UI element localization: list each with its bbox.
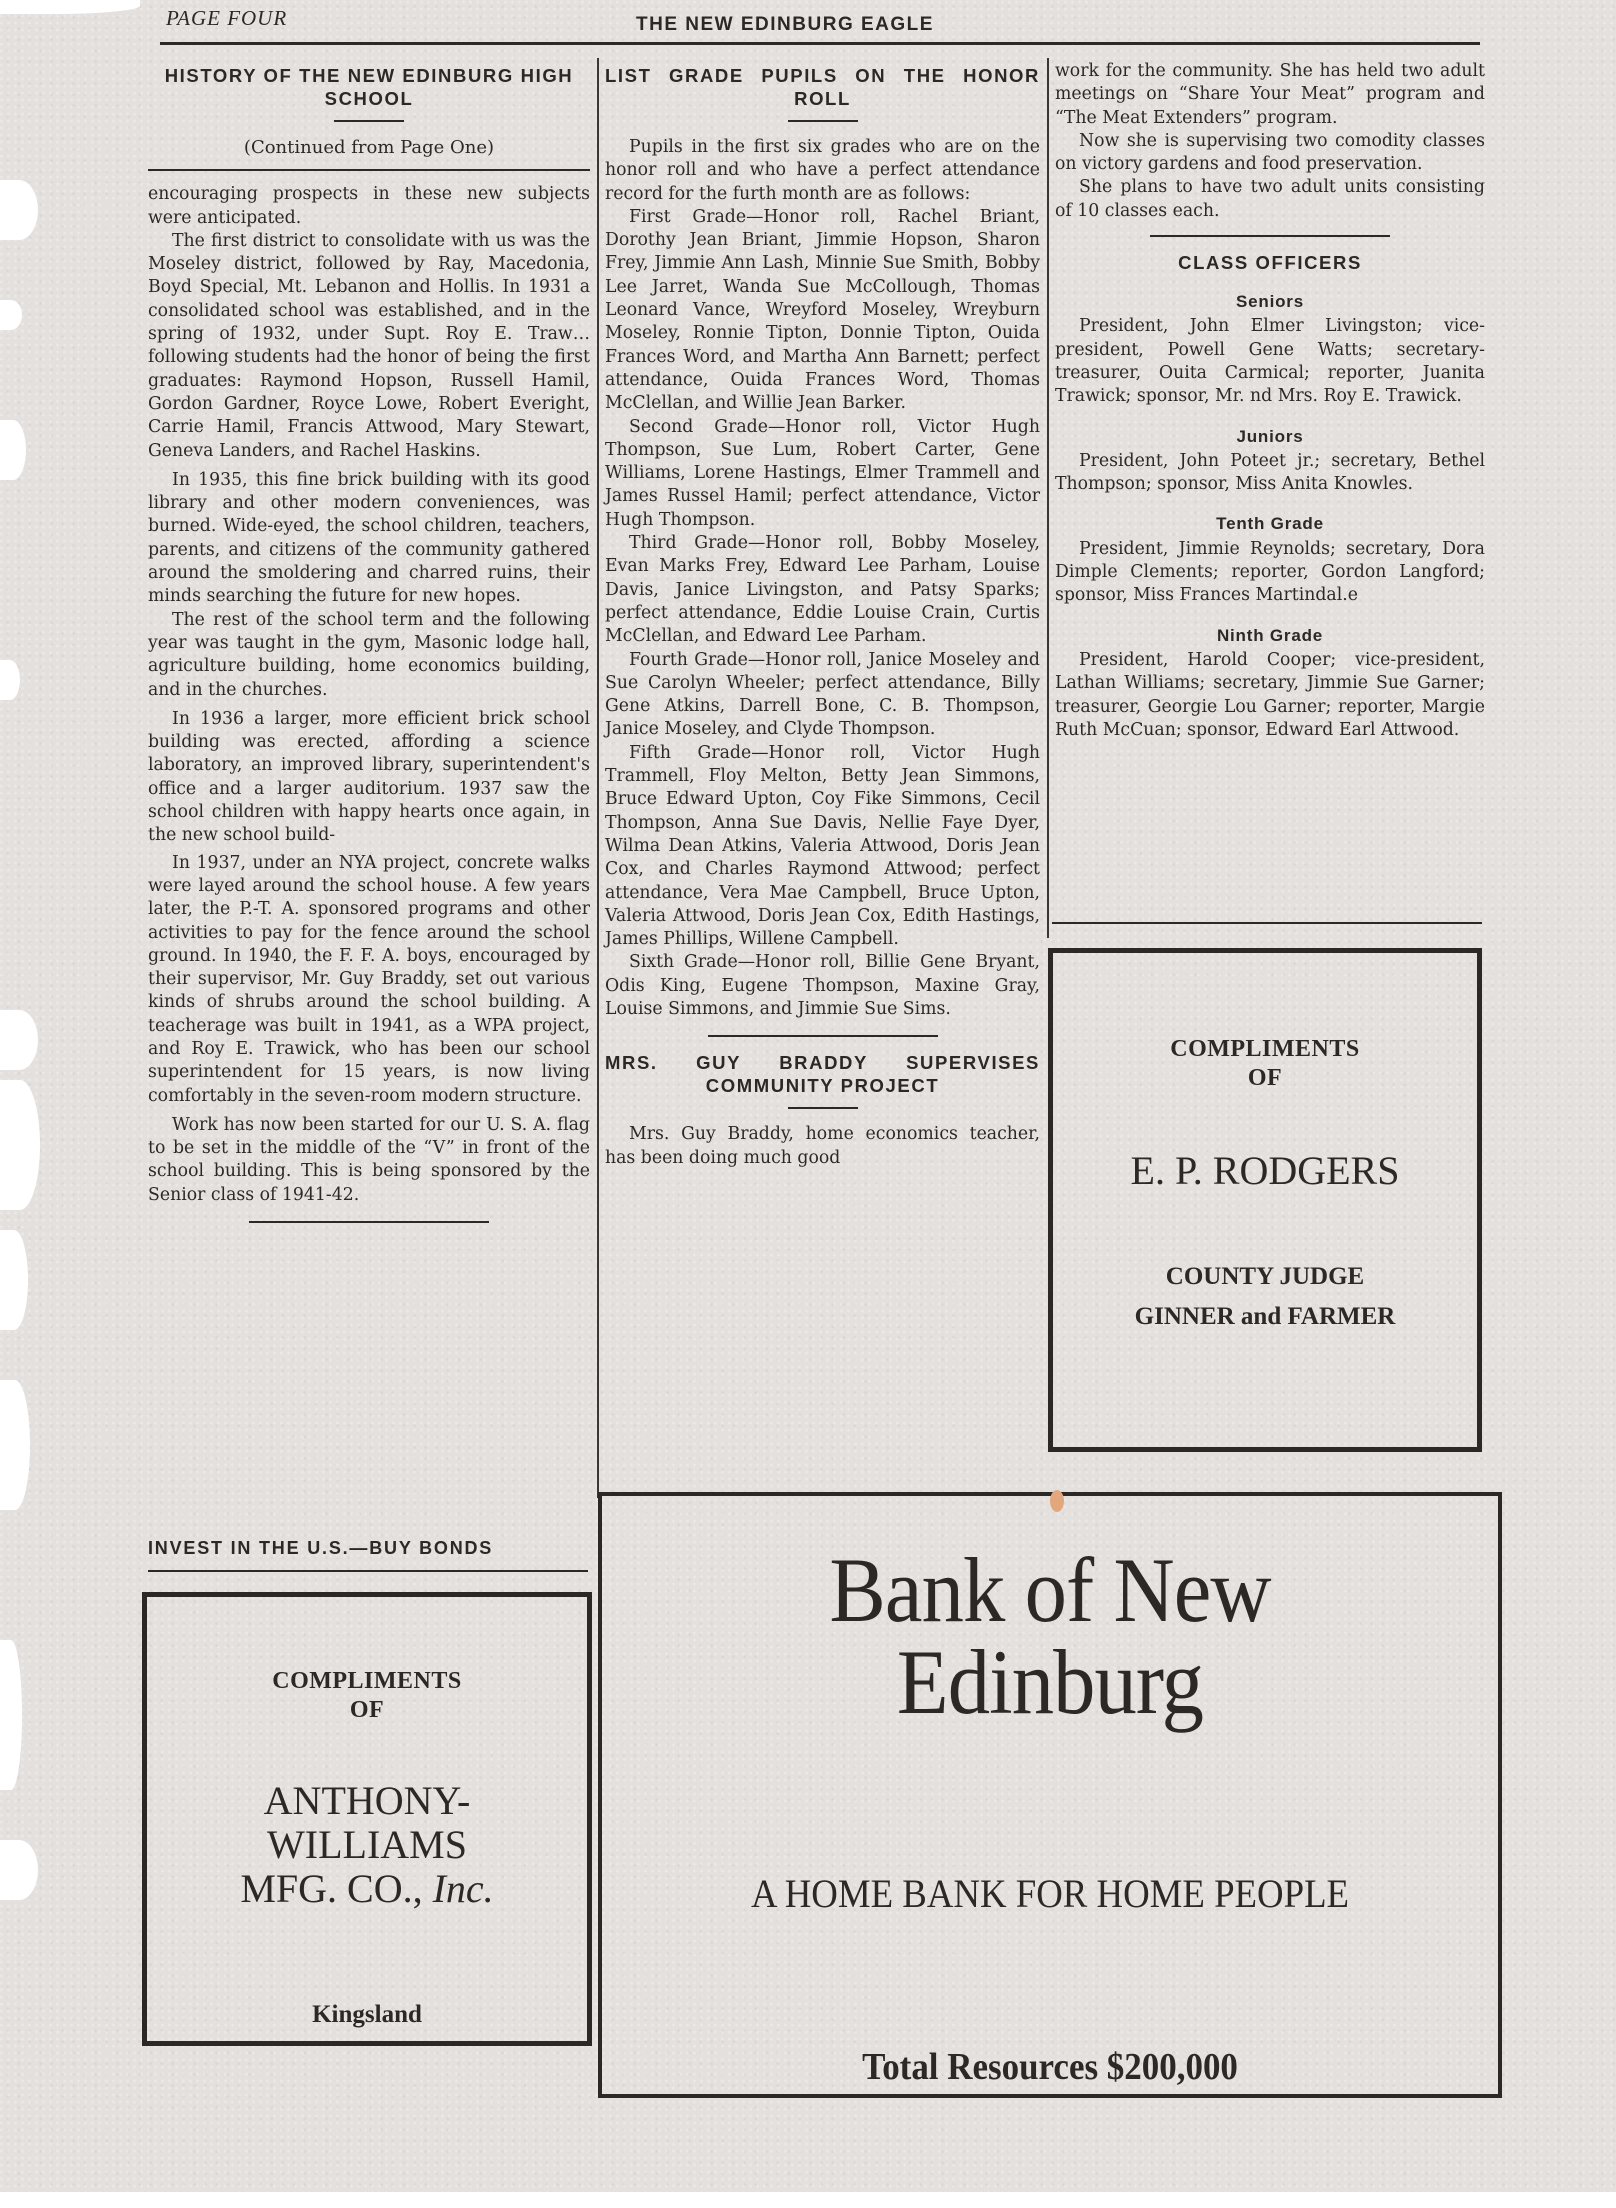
- divider: [788, 120, 858, 122]
- bank-ad: [598, 1492, 1502, 2098]
- class-officers-headline: CLASS OFFICERS: [1178, 252, 1362, 274]
- honor-roll-article: [605, 60, 1040, 1170]
- torn-edge: [0, 1640, 22, 1790]
- torn-edge: [0, 420, 26, 480]
- article-paragraph: The first district to consolidate with us was the Moseley district, followed by Ray, Macedonia, Boyd Special, Mt. Lebanon and Hollis. In 1931 a consolidated school was established, and in the spring of 1932, under Supt. Roy E. Traw… following students had the honor of being the first graduates: Raymond Hopson, Russell Hamil, Gordon Gardner, Royce Lowe, Robert Everight, Carrie Hamil, Francis Attwood, Mary Stewart, Geneva Landers, and Rachel Haskins.: [148, 230, 590, 461]
- ad-title: GINNER and FARMER: [1134, 1303, 1396, 1330]
- history-article: [148, 60, 590, 1237]
- divider: [148, 1570, 588, 1572]
- torn-edge: [0, 1380, 30, 1510]
- ad-name: E. P. RODGERS: [1130, 1148, 1400, 1193]
- class-name: Seniors: [1236, 292, 1304, 312]
- article-paragraph: encouraging prospects in these new subjects were anticipated.: [148, 184, 590, 228]
- bank-slogan: A HOME BANK FOR HOME PEOPLE: [750, 1871, 1350, 1916]
- paper-stain: [1050, 1490, 1064, 1512]
- history-headline: HISTORY OF THE NEW EDINBURG HIGH SCHOOL: [164, 65, 574, 109]
- torn-edge: [0, 0, 140, 14]
- page-number: PAGE FOUR: [166, 6, 288, 30]
- ad-inc: Inc.: [432, 1866, 494, 1911]
- article-paragraph: Pupils in the first six grades who are on the honor roll and who have a perfect attendance record for the furth month are as follows:: [605, 137, 1040, 204]
- divider: [249, 1221, 489, 1223]
- article-paragraph: In 1937, under an NYA project, concrete walks were layed around the school house. A few years later, the P.-T. A. sponsored programs and other activities to pay for the fence around the school ground. In 1940, the F. F. A. boys, encouraged by their supervisor, Mr. Guy Braddy, set out various kinds of shrubs around the school building. A teacherage was built in 1941, as a WPA project, and Roy E. Trawick, who has been our school superintendent for 15 years, is now living comfortably in the seven-room modern structure.: [148, 852, 590, 1106]
- article-paragraph: She plans to have two adult units consisting of 10 classes each.: [1055, 177, 1485, 221]
- braddy-headline: MRS. GUY BRADDY SUPERVISES COMMUNITY PROJECT: [605, 1052, 1040, 1097]
- grade-honor-roll: Sixth Grade—Honor roll, Billie Gene Bryant, Odis King, Eugene Thompson, Maxine Gray, Louise Simmons, and Jimmie Sue Sims.: [605, 952, 1040, 1019]
- class-officers-text: President, John Poteet jr.; secretary, Bethel Thompson; sponsor, Miss Anita Knowles.: [1055, 450, 1485, 495]
- article-paragraph: The rest of the school term and the following year was taught in the gym, Masonic lodge hall, agriculture building, home economics building, and in the churches.: [148, 609, 590, 700]
- rodgers-ad: [1048, 948, 1482, 1452]
- ad-title: COUNTY JUDGE: [1165, 1263, 1365, 1290]
- ad-name: ANTHONY-: [263, 1778, 471, 1823]
- article-paragraph: In 1935, this fine brick building with its good library and other modern conveniences, was burned. Wide-eyed, the school children, teachers, parents, and citizens of the community gathered around the smoldering and charred ruins, their minds searching the future for new hopes.: [148, 469, 590, 607]
- anthony-williams-ad: [142, 1592, 592, 2046]
- column-rule: [1047, 58, 1049, 938]
- torn-edge: [0, 660, 20, 700]
- torn-edge: [0, 1230, 28, 1330]
- class-name: Tenth Grade: [1216, 514, 1324, 534]
- article-paragraph: work for the community. She has held two adult meetings on “Share Your Meat” program and “The Meat Extenders” program.: [1055, 61, 1485, 128]
- class-name: Juniors: [1236, 426, 1304, 446]
- ad-town: Kingsland: [312, 2001, 422, 2028]
- punch-hole: [0, 180, 38, 240]
- class-officers-text: President, Harold Cooper; vice-president, Lathan Williams; secretary, Jimmie Sue Garner; treasurer, Georgie Lou Garner; reporter, Margie Ruth McCuan; sponsor, Edward Earl Attwood.: [1055, 649, 1485, 740]
- article-paragraph: In 1936 a larger, more efficient brick school building was erected, affording a science laboratory, an improved library, superintendent's office and a larger auditorium. 1937 saw the school children with happy hearts once again, in the new school build-: [148, 708, 590, 846]
- divider: [1150, 235, 1390, 237]
- continued-note: (Continued from Page One): [243, 137, 495, 158]
- ad-of: OF: [1247, 1065, 1283, 1091]
- divider: [1052, 922, 1482, 924]
- ad-compliments: COMPLIMENTS: [1170, 1036, 1360, 1062]
- honor-roll-headline: LIST GRADE PUPILS ON THE HONOR ROLL: [605, 65, 1040, 109]
- ad-name-line: [147, 1867, 587, 1911]
- grade-honor-roll: Fourth Grade—Honor roll, Janice Moseley and Sue Carolyn Wheeler; perfect attendance, Billy Gene Atkins, Darrell Bone, C. B. Thompson, Janice Moseley, and Clyde Thompson.: [605, 649, 1040, 740]
- page-header: [166, 4, 1496, 38]
- class-officers-text: President, Jimmie Reynolds; secretary, Dora Dimple Clements; reporter, Gordon Langford; sponsor, Miss Frances Martindal.e: [1055, 538, 1485, 606]
- torn-edge: [0, 300, 22, 330]
- grade-honor-roll: Fifth Grade—Honor roll, Victor Hugh Trammell, Floy Melton, Betty Jean Simmons, Bruce Edward Upton, Coy Fike Simmons, Cecil Thompson, Anna Sue Davis, Nellie Faye Dyer, Wilma Dean Atkins, Valeria Attwood, Doris Jean Cox, and Charles Raymond Attwood; perfect attendance, Vera Mae Campbell, Bruce Upton, Valeria Attwood, Doris Jean Cox, Edith Hastings, James Phillips, Willene Campbell.: [605, 742, 1040, 950]
- bank-resources: Total Resources $200,000: [862, 2046, 1238, 2088]
- article-paragraph: Work has now been started for our U. S. A. flag to be set in the middle of the “V” in front of the school building. This is being sponsored by the Senior class of 1941-42.: [148, 1114, 590, 1205]
- class-officers-column: [1055, 60, 1485, 742]
- divider: [708, 1035, 938, 1037]
- ad-name: MFG. CO.,: [240, 1866, 423, 1911]
- divider: [334, 120, 404, 122]
- newspaper-name: THE NEW EDINBURG EAGLE: [636, 14, 934, 35]
- article-paragraph: Now she is supervising two comodity classes on victory gardens and food preservation.: [1055, 130, 1485, 175]
- ad-of: OF: [349, 1697, 385, 1723]
- bank-name: Bank of New: [829, 1539, 1271, 1641]
- grade-honor-roll: Third Grade—Honor roll, Bobby Moseley, Evan Marks Frey, Edward Lee Parham, Louise Davis, Janice Livingston, and Patsy Sparks; perfect attendance, Eddie Louise Crain, Curtis McClellan, and Edward Lee Parham.: [605, 533, 1040, 647]
- bonds-banner: INVEST IN THE U.S.—BUY BONDS: [148, 1538, 494, 1558]
- article-paragraph: Mrs. Guy Braddy, home economics teacher, has been doing much good: [605, 1124, 1040, 1168]
- class-officers-text: President, John Elmer Livingston; vice-president, Powell Gene Watts; secretary-treasurer, Ouita Carmical; reporter, Juanita Trawick; sponsor, Mr. nd Mrs. Roy E. Trawick.: [1055, 316, 1485, 407]
- grade-honor-roll: First Grade—Honor roll, Rachel Briant, Dorothy Jean Briant, Jimmie Hopson, Sharon Frey, Jimmie Ann Lash, Minnie Sue Smith, Bobby Lee Jarret, Wanda Sue McCollough, Thomas Leonard Vance, Wreyford Moseley, Wreyburn Moseley, Ronnie Tipton, Donnie Tipton, Ouida Frances Word, and Martha Ann Barnett; perfect attendance, Ouida Frances Word, Thomas McClellan, and Willie Jean Barker.: [605, 206, 1040, 414]
- bank-name: Edinburg: [896, 1631, 1204, 1733]
- divider: [148, 169, 590, 171]
- header-rule: [160, 42, 1480, 45]
- class-name: Ninth Grade: [1216, 625, 1324, 645]
- ad-compliments: COMPLIMENTS: [272, 1668, 462, 1694]
- punch-hole: [0, 1840, 38, 1900]
- column-rule: [597, 58, 599, 1498]
- ad-name: WILLIAMS: [267, 1822, 467, 1867]
- grade-honor-roll: Second Grade—Honor roll, Victor Hugh Thompson, Sue Lum, Robert Carter, Gene Williams, Lorene Hastings, Elmer Trammell and James Russel Hamil; perfect attendance, Victor Hugh Thompson.: [605, 416, 1040, 530]
- divider: [788, 1107, 858, 1109]
- torn-edge: [0, 1080, 40, 1210]
- punch-hole: [0, 1010, 38, 1070]
